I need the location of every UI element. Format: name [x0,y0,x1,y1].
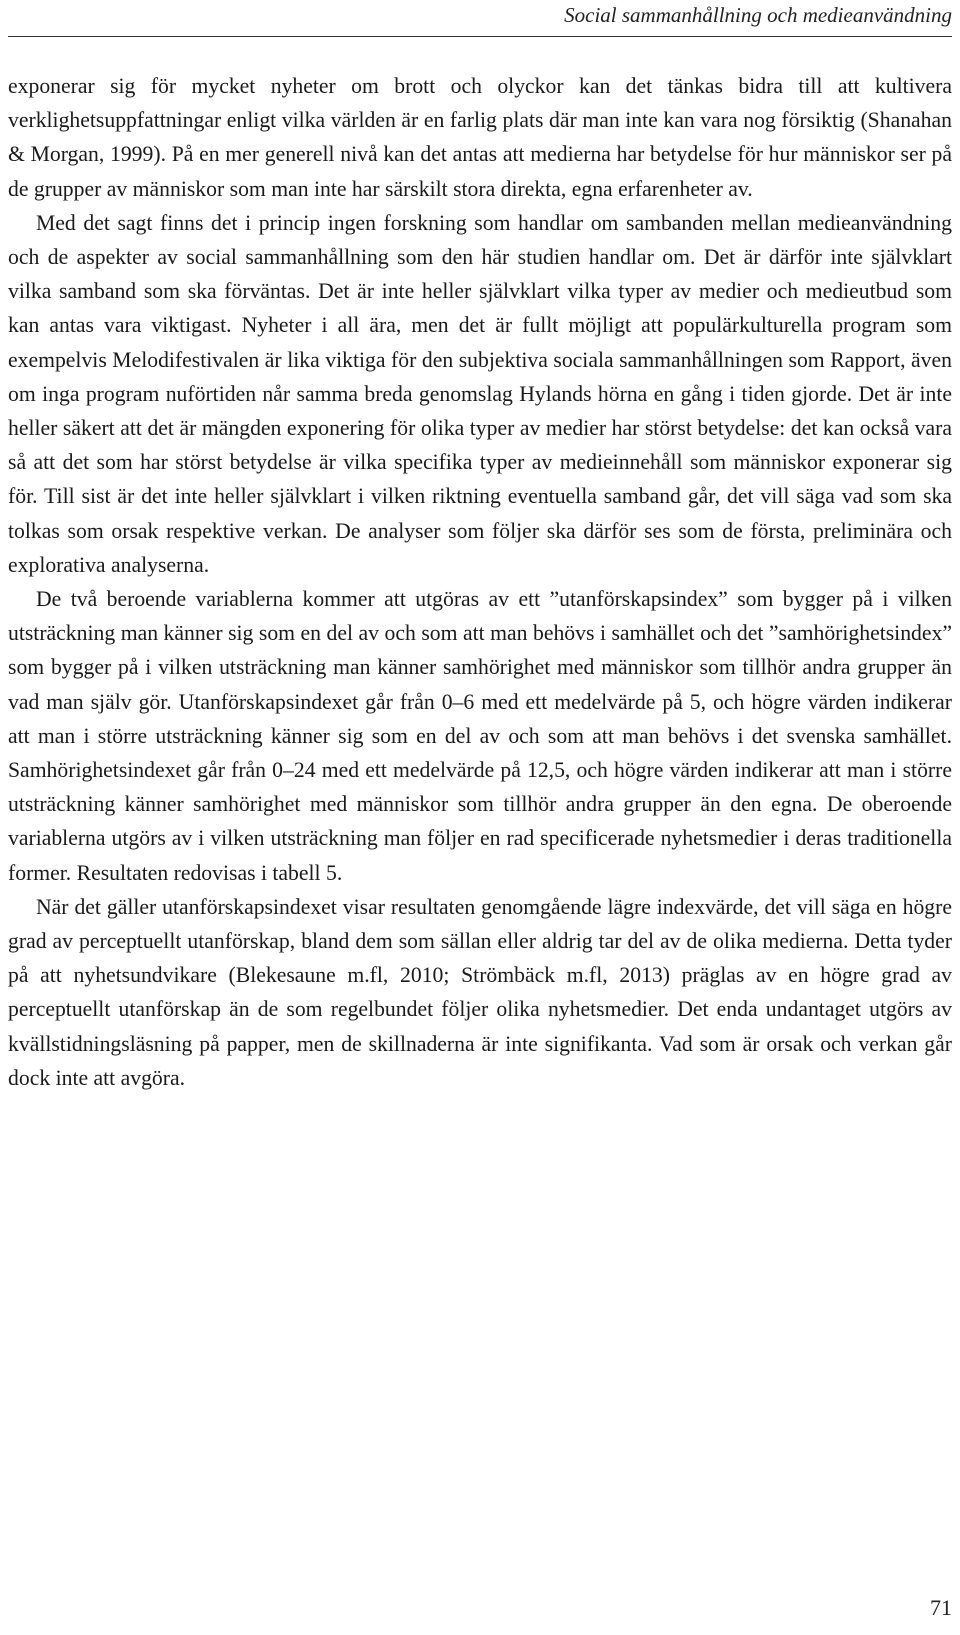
paragraph-3: De två beroende variablerna kommer att utgöras av ett ”utanförskapsindex” som bygger på i vilken utsträckning man känner sig som en del av och som att man behövs i samhället och det ”samhörighetsindex” som bygger på i vilken utsträckning man känner samhörighet med människor som tillhör andra grupper än vad man själv gör. Utanförskapsindexet går från 0–6 med ett medelvärde på 5, och högre värden indikerar att man i större utsträckning känner sig som en del av och som att man behövs i det svenska samhället. Samhörighetsindexet går från 0–24 med ett medelvärde på 12,5, och högre värden indikerar att man i större utsträckning känner samhörighet med människor som tillhör andra grupper än den egna. De oberoende variablerna utgörs av i vilken utsträckning man följer en rad specificerade nyhetsmedier i deras traditionella former. Resultaten redovisas i tabell 5. [8,587,952,885]
body-text [8,69,952,1095]
paragraph-1: exponerar sig för mycket nyheter om brott och olyckor kan det tänkas bidra till att kultivera verklighetsuppfattningar enligt vilka världen är en farlig plats där man inte kan vara nog försiktig (Shanahan & Morgan, 1999). På en mer generell nivå kan det antas att medierna har betydelse för hur människor ser på de grupper av människor som man inte har särskilt stora direkta, egna erfarenheter av. [8,74,952,201]
paragraph-4: När det gäller utanförskapsindexet visar resultaten genomgående lägre indexvärde, det vill säga en högre grad av perceptuellt utanförskap, bland dem som sällan eller aldrig tar del av de olika medierna. Detta tyder på att nyhetsundvikare (Blekesaune m.fl, 2010; Strömbäck m.fl, 2013) präglas av en högre grad av perceptuellt utanförskap än de som regelbundet följer olika nyhetsmedier. Det enda undantaget utgörs av kvällstidningsläsning på papper, men de skillnaderna är inte signifikanta. Vad som är orsak och verkan går dock inte att avgöra. [8,894,952,1090]
running-header [8,0,952,37]
paragraph-2: Med det sagt finns det i princip ingen forskning som handlar om sambanden mellan medieanvändning och de aspekter av social sammanhållning som den här studien handlar om. Det är därför inte självklart vilka samband som ska förväntas. Det är inte heller självklart vilka typer av medier och medieutbud som kan antas vara viktigast. Nyheter i all ära, men det är fullt möjligt att populärkulturella program som exempelvis Melodifestivalen är lika viktiga för den subjektiva sociala sammanhållningen som Rapport, även om inga program nuförtiden når samma breda genomslag Hylands hörna en gång i tiden gjorde. Det är inte heller säkert att det är mängden exponering för olika typer av medier har störst betydelse: det kan också vara så att det som har störst betydelse är vilka specifika typer av medieinnehåll som människor exponerar sig för. Till sist är det inte heller självklart i vilken riktning eventuella samband går, det vill säga vad som ska tolkas som orsak respektive verkan. De analyser som följer ska därför ses som de första, preliminära och explorativa analyserna. [8,210,952,577]
running-title: Social sammanhållning och medieanvändning [564,3,952,27]
page-number: 71 [930,1595,952,1620]
